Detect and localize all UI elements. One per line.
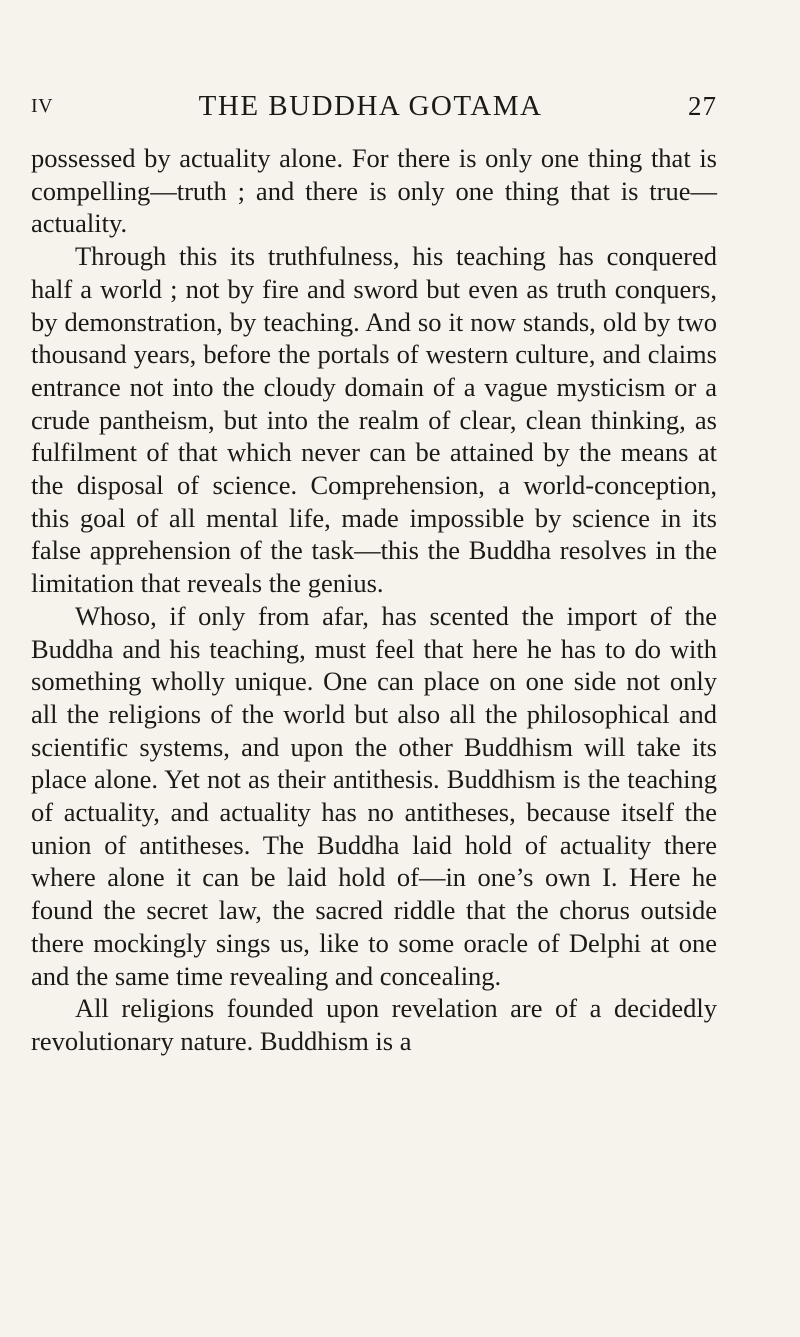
paragraph-continued: possessed by actuality alone. For there is only one thing that is compelling—truth ; and there is only one thing that is true—actuality. [31,143,717,239]
paragraph: Through this its truthfulness, his teaching has conquered half a world ; not by fire and sword but even as truth conquers, by demonstration, by teaching. And so it now stands, old by two thousand years, before the portals of western culture, and claims entrance not into the cloudy domain of a vague mysticism or a crude pantheism, but into the realm of clear, clean thinking, as fulfilment of that which never can be attained by the means at the disposal of science. Comprehension, a world-conception, this goal of all mental life, made impossible by science in its false apprehension of the task—this the Buddha resolves in the limitation that reveals the genius. [31,241,717,599]
chapter-number: IV [31,94,54,117]
paragraph: All religions founded upon revelation are of a decidedly revolutionary nature. Buddhism is a [31,993,717,1056]
paragraph: Whoso, if only from afar, has scented the import of the Buddha and his teaching, must feel that here he has to do with something wholly unique. One can place on one side not only all the religions of the world but also all the philosophical and scientific systems, and upon the other Buddhism will take its place alone. Yet not as their antithesis. Buddhism is the teaching of actuality, and actuality has no antitheses, because itself the union of antitheses. The Buddha laid hold of actuality there where alone it can be laid hold of—in one’s own I. Here he found the secret law, the sacred riddle that the chorus outside there mockingly sings us, like to some oracle of Delphi at one and the same time revealing and concealing. [31,600,717,991]
body-text [31,142,717,1058]
page-number: 27 [687,90,717,121]
running-title: THE BUDDHA GOTAMA [198,89,543,122]
running-head [31,86,717,126]
